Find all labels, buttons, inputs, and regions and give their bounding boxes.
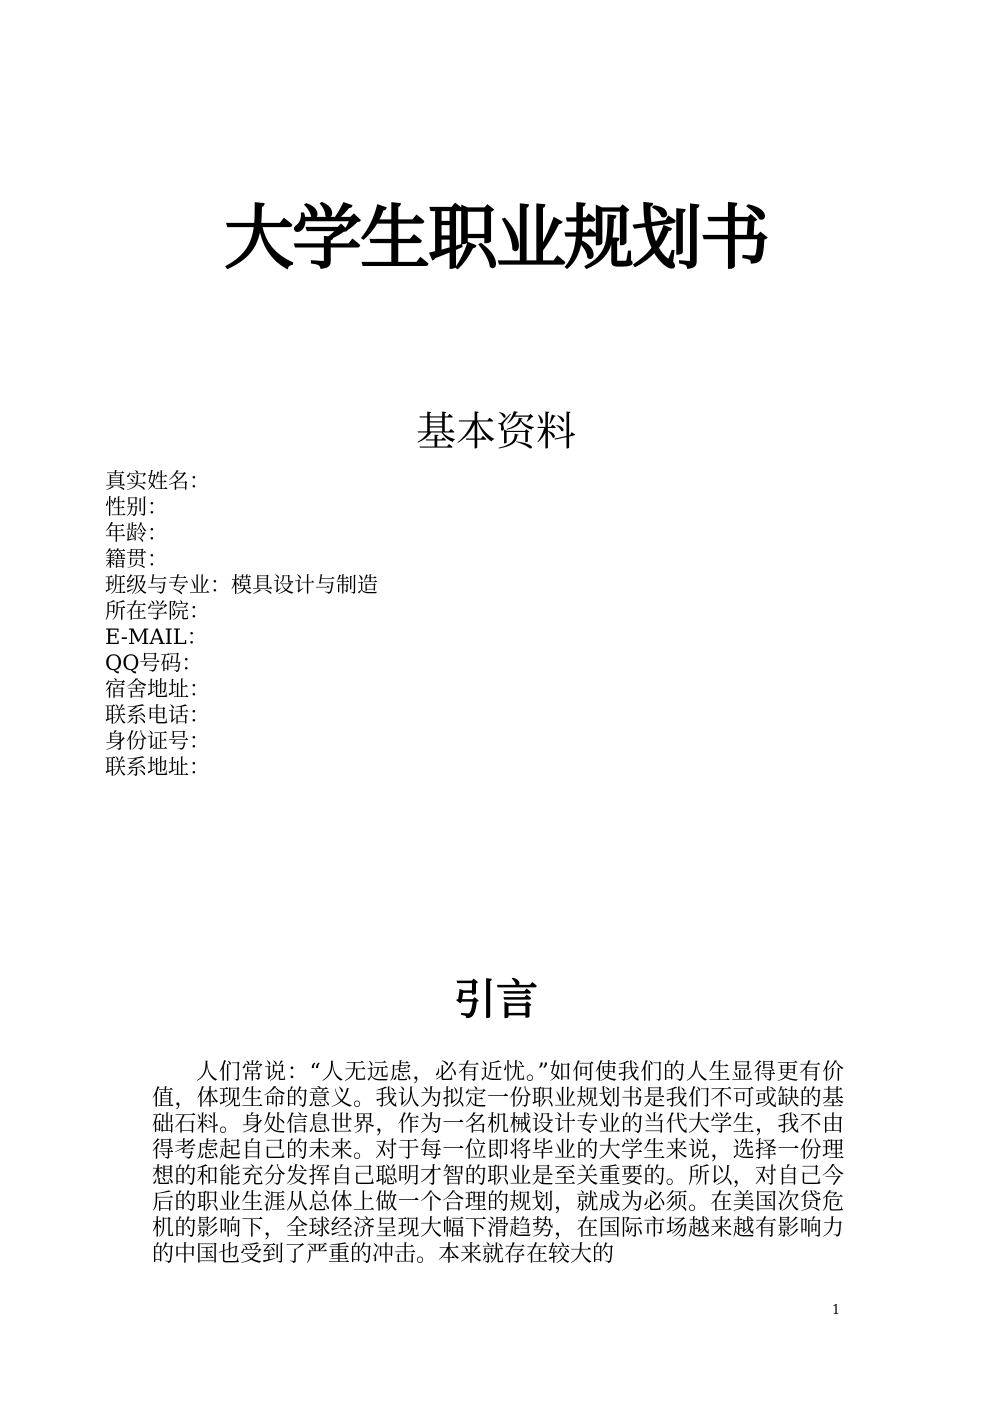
info-field-age: 年龄： [105, 521, 168, 545]
info-field-phone: 联系电话： [105, 703, 210, 727]
intro-heading: 引言 [453, 975, 538, 1024]
basic-info-list [105, 468, 378, 780]
info-field-contact-address: 联系地址： [105, 755, 210, 779]
info-field-college: 所在学院： [105, 599, 210, 623]
page-number: 1 [831, 1303, 841, 1318]
info-field-real-name: 真实姓名： [105, 469, 210, 493]
info-field-qq: QQ号码： [105, 651, 203, 675]
basic-info-heading: 基本资料 [416, 409, 576, 455]
info-field-class-major: 班级与专业：模具设计与制造 [105, 573, 378, 597]
document-title: 大学生职业规划书 [224, 197, 768, 279]
info-field-hometown: 籍贯： [105, 547, 168, 571]
info-field-id-number: 身份证号： [105, 729, 210, 753]
info-field-gender: 性别： [105, 495, 168, 519]
intro-paragraph: 人们常说：“人无远虑，必有近忧。”如何使我们的人生显得更有价值，体现生命的意义。我认为拟定一份职业规划书是我们不可或缺的基础石料。身处信息世界，作为一名机械设计专业的当代大学生，我不由得考虑起自己的未来。对于每一位即将毕业的大学生来说，选择一份理想的和能充分发挥自己聪明才智的职业是至关重要的。所以，对自己今后的职业生涯从总体上做一个合理的规划，就成为必须。在美国次贷危机的影响下，全球经济呈现大幅下滑趋势，在国际市场越来越有影响力的中国也受到了严重的冲击。本来就存在较大的 [152, 1060, 844, 1267]
info-field-dorm-address: 宿舍地址： [105, 677, 210, 701]
info-field-email: E-MAIL： [105, 625, 208, 649]
